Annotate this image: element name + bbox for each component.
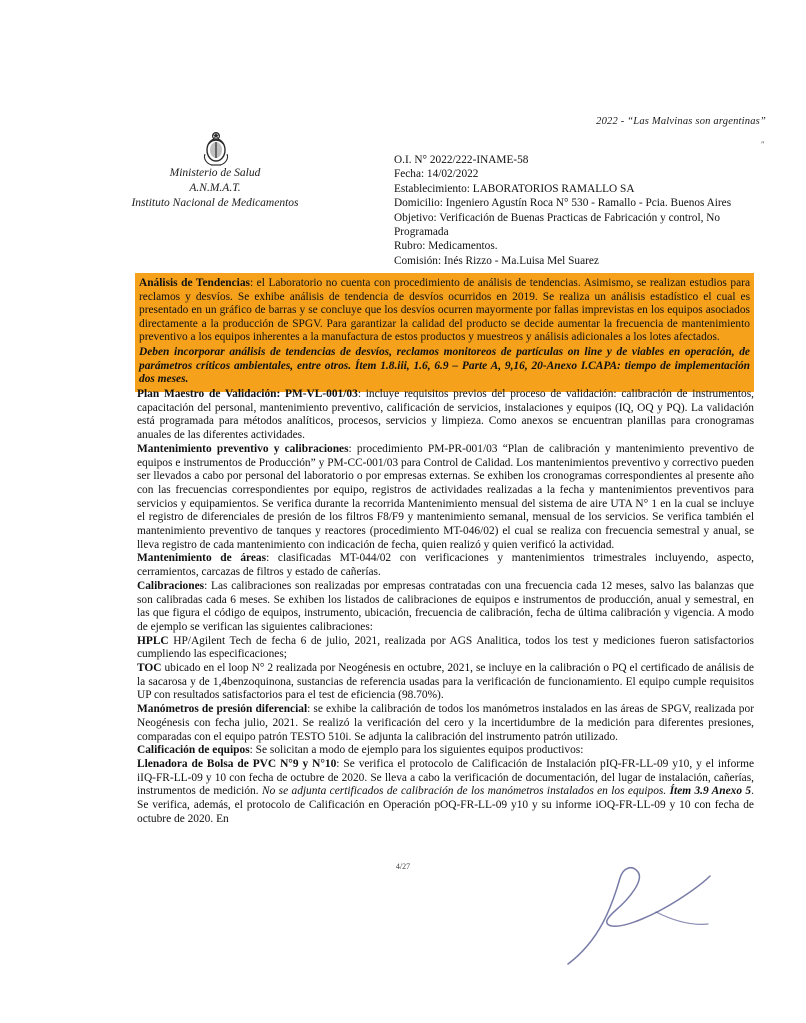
meta-establecimiento: Establecimiento: LABORATORIOS RAMALLO SA: [394, 182, 635, 195]
inspection-meta-block: [394, 153, 764, 268]
paragraph-title: Manómetros de presión diferencial: [137, 703, 308, 716]
paragraph-title: Plan Maestro de Validación: PM-VL-001/03: [137, 388, 358, 400]
paragraph-calificacion-equipos: [137, 744, 754, 758]
highlight-paragraph-2-italic: Deben incorporar análisis de tendencias de desvíos, reclamos monitoreos de partículas on line y de viables en operación, de parámetros críticos ambientales, entre otros.: [139, 345, 750, 372]
paragraph-title: Llenadora de Bolsa de PVC N°9 y N°10: [137, 757, 337, 770]
meta-fecha: Fecha: 14/02/2022: [394, 168, 479, 181]
meta-rubro: Rubro: Medicamentos.: [394, 240, 498, 253]
paragraph-hplc: [137, 635, 754, 662]
argentina-coat-of-arms-icon: [199, 128, 233, 168]
meta-oi: O.I. N° 2022/222-INAME-58: [394, 154, 529, 166]
header-tiny-mark: ʺ: [761, 140, 764, 149]
paragraph-text: : Se verifica el protocolo de Calificación de Instalación pIQ-FR-LL-09 y10, y el informe iIQ-FR-LL-09 y 10 con fecha de octubre de 2020. Se lleva a cabo la verificación de documentación, del lugar de instalación, cañerías, instrumentos de medición.: [137, 757, 754, 798]
paragraph-text: : Se solicitan a modo de ejemplo para los siguientes equipos productivos:: [249, 744, 584, 757]
paragraph-text: HP/Agilent Tech de fecha 6 de julio, 2021, realizada por AGS Analitica, todos los test y mediciones fueron satisfactorios cumpliendo las especificaciones;: [137, 634, 754, 661]
paragraph-item-reference: Ítem 3.9 Anexo 5: [669, 785, 752, 798]
header-year-note: 2022 - “Las Malvinas son argentinas”: [596, 116, 766, 127]
letterhead-line-anmat: A.N.M.A.T.: [189, 182, 241, 194]
paragraph-toc: [137, 662, 754, 703]
paragraph-title: Calibraciones: [137, 579, 205, 592]
paragraph-title: Mantenimiento preventivo y calibraciones: [137, 442, 349, 455]
paragraph-text: ubicado en el loop N° 2 realizada por Neogénesis en octubre, 2021, se incluye en la calibración o PQ el certificado de análisis de la sacarosa y de 1,4benzoquinona, sustancias de referencia usadas para la verificación de funcionamiento. El equipo cumple requisitos UP con resultados satisfactorios para el test de eficiencia (98.70%).: [137, 662, 754, 702]
highlighted-findings-box: [135, 273, 754, 392]
letterhead: [80, 166, 350, 211]
meta-objetivo: Objetivo: Verificación de Buenas Practicas de Fabricación y control, No Programada: [394, 211, 721, 239]
highlight-item-reference: Ítem 1.8.iii, 1.6, 6.9 – Parte A, 9,16, 20-Anexo I.CAPA: tiempo de implementación dos meses.: [139, 359, 750, 386]
paragraph-calibraciones: [137, 580, 754, 635]
meta-comision: Comisión: Inés Rizzo - Ma.Luisa Mel Suarez: [394, 254, 599, 267]
paragraph-title: Mantenimiento de áreas: [137, 552, 267, 565]
paragraph-text: : Las calibraciones son realizadas por empresas contratadas con una frecuencia cada 12 meses, salvo las balanzas que son calibradas cada 6 meses. Se exhiben los listados de calibraciones de equipos e instrumentos de producción, anual y semestral, en las que figura el código de equipos, instrumento, ubicación, frecuencia de calibración, fecha de última calibración y vigencia. A modo de ejemplo se verifican las siguientes calibraciones:: [137, 579, 754, 633]
paragraph-observation-italic: No se adjunta certificados de calibración de los manómetros instalados en los equipos.: [261, 785, 670, 798]
highlight-paragraph-1-text: : el Laboratorio no cuenta con procedimiento de análisis de tendencias. Asimismo, se realizan estudios para reclamos y desvíos. Se exhibe análisis de tendencia de desvíos ocurridos en 2019. Se realiza un análisis estadístico el cual es presentado en un gráfico de barras y se concluye que los desvíos ocurren mayormente por fallas imprevistas en los equipos asociados directamente a la producción de SPGV. Para garantizar la calidad del producto se decide aumentar la frecuencia de mantenimiento preventivo a los equipos inherentes a la manufactura de estos productos y muestreos y análisis adicionales a los lotes afectados.: [139, 277, 751, 344]
paragraph-mantenimiento-preventivo: [137, 443, 754, 553]
document-body: [137, 388, 754, 827]
paragraph-title: HPLC: [137, 634, 169, 647]
paragraph-text: : se exhibe la calibración de todos los manómetros instalados en las áreas de SPGV, realizada por Neogénesis con fecha julio, 2021. Se realizó la verificación del cero y la incertidumbre de la medición para diferentes presiones, comparadas con el equipo patrón TESTO 510i. Se adjunta la calibración del instrumento patrón utilizado.: [137, 703, 754, 743]
highlight-paragraph-1: [139, 277, 750, 345]
handwritten-signature: [560, 862, 740, 972]
paragraph-text: : clasificadas MT-044/02 con verificaciones y mantenimientos trimestrales incluyendo, aspecto, cerramientos, carcazas de filtros y estado de cañerías.: [137, 552, 754, 579]
page-number: 4/27: [395, 862, 411, 871]
paragraph-text: : incluye requisitos previos del proceso de validación: calibración de instrumentos, capacitación del personal, mantenimiento preventivo, calificación de servicios, instalaciones y equipos (IQ, OQ y PQ). La validación está programada para métodos analíticos, procesos, servicios y limpieza. Como anexos se encuentran planillas para cronogramas anuales de las diferentes actividades.: [137, 388, 754, 442]
paragraph-text-continued: . Se verifica, además, el protocolo de Calificación en Operación pOQ-FR-LL-09 y10 y su informe iOQ-FR-LL-09 y 10 con fecha de octubre de 2020. En: [137, 785, 754, 825]
paragraph-mantenimiento-areas: [137, 552, 754, 579]
paragraph-llenadora-bolsa-pvc: [137, 758, 754, 827]
meta-domicilio: Domicilio: Ingeniero Agustín Roca N° 530 - Ramallo - Pcia. Buenos Aires: [394, 197, 732, 210]
letterhead-line-institute: Instituto Nacional de Medicamentos: [131, 197, 299, 209]
highlight-title: Análisis de Tendencias: [139, 277, 250, 289]
paragraph-title: TOC: [137, 662, 162, 675]
paragraph-title: Calificación de equipos: [137, 744, 250, 757]
paragraph-plan-maestro: [137, 388, 754, 443]
paragraph-text: : procedimiento PM-PR-001/03 “Plan de calibración y mantenimiento preventivo de equipos e instrumentos de Producción” y PM-CC-001/03 para Control de Calidad. Los mantenimientos preventivo y correctivo pueden ser llevados a cabo por personal del laboratorio o por empresas externas. Se exhiben los cronogramas correspondientes al presente año con las frecuencias correspondientes por equipo, registros de actividades realizadas a la fecha y mantenimientos preventivos para servicios y equipamientos. Se verifica durante la recorrida Mantenimiento mensual del sistema de aire UTA N° 1 en la cual se incluye el registro de diferenciales de presión de los filtros F8/F9 y mantenimiento semanal, mensual de los servicios. Se verifica también el mantenimiento preventivo de tanques y reactores (procedimiento MT-046/02) el cual se realiza con frecuencia semestral y anual, se lleva registro de cada mantenimiento con indicación de fecha, quien realizó y quien verificó la actividad.: [137, 442, 754, 551]
highlight-paragraph-2: [139, 346, 750, 387]
letterhead-line-ministry: Ministerio de Salud: [169, 167, 261, 179]
paragraph-manometros: [137, 703, 754, 744]
